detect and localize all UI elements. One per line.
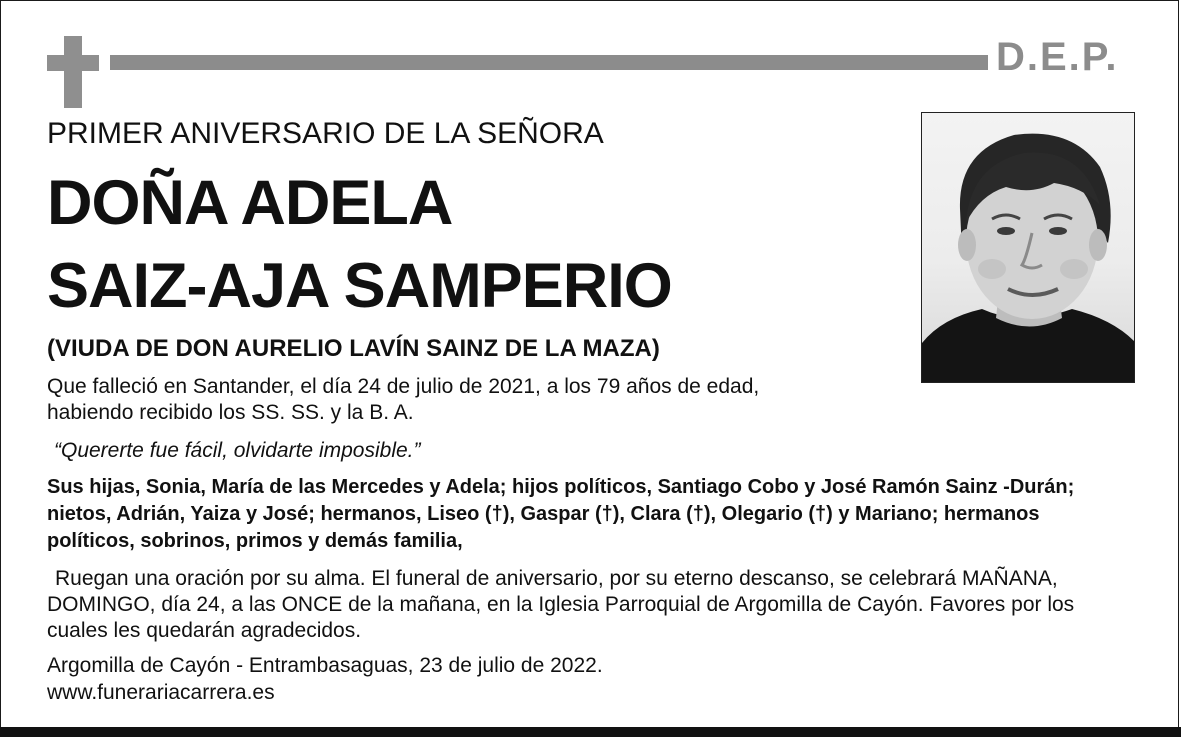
family-list bbox=[47, 474, 1137, 555]
place-date: Argomilla de Cayón - Entrambasaguas, 23 de julio de 2022. bbox=[47, 654, 603, 677]
deceased-name-line1: DOÑA ADELA bbox=[47, 168, 453, 238]
memorial-quote: “Quererte fue fácil, olvidarte imposible.” bbox=[54, 439, 421, 462]
family-line1: Sus hijas, Sonia, María de las Mercedes y Adela; hijos políticos, Santiago Cobo y José Ramón Sainz -Durán; bbox=[47, 476, 1075, 498]
bottom-rule bbox=[0, 727, 1181, 737]
portrait-photo-graphic bbox=[922, 113, 1134, 382]
family-line3: políticos, sobrinos, primos y demás familia, bbox=[47, 530, 463, 552]
header-rule bbox=[110, 55, 988, 70]
latin-cross-icon-arm bbox=[47, 55, 99, 71]
death-details-line1: Que falleció en Santander, el día 24 de julio de 2021, a los 79 años de edad, bbox=[47, 375, 760, 398]
widow-of-line: (VIUDA DE DON AURELIO LAVÍN SAINZ DE LA MAZA) bbox=[47, 335, 660, 362]
website-link[interactable]: www.funerariacarrera.es bbox=[47, 681, 275, 704]
anniversary-intro: PRIMER ANIVERSARIO DE LA SEÑORA bbox=[47, 117, 604, 150]
death-details-line2: habiendo recibido los SS. SS. y la B. A. bbox=[47, 401, 414, 424]
service-line3: cuales les quedarán agradecidos. bbox=[47, 619, 362, 642]
portrait-photo bbox=[921, 112, 1135, 383]
service-line2: DOMINGO, día 24, a las ONCE de la mañana, en la Iglesia Parroquial de Argomilla de Cayón. Favores por los bbox=[47, 593, 1075, 616]
latin-cross-icon bbox=[64, 36, 82, 108]
family-line2: nietos, Adrián, Yaiza y José; hermanos, Liseo (†), Gaspar (†), Clara (†), Olegario (†) y Mariano; hermanos bbox=[47, 503, 1040, 525]
death-details bbox=[47, 374, 807, 426]
dep-label: D.E.P. bbox=[996, 35, 1119, 79]
service-line1: Ruegan una oración por su alma. El funeral de aniversario, por su eterno descanso, se celebrará MAÑANA, bbox=[55, 567, 1058, 590]
service-details bbox=[47, 566, 1137, 644]
deceased-name-line2: SAIZ-AJA SAMPERIO bbox=[47, 251, 672, 321]
